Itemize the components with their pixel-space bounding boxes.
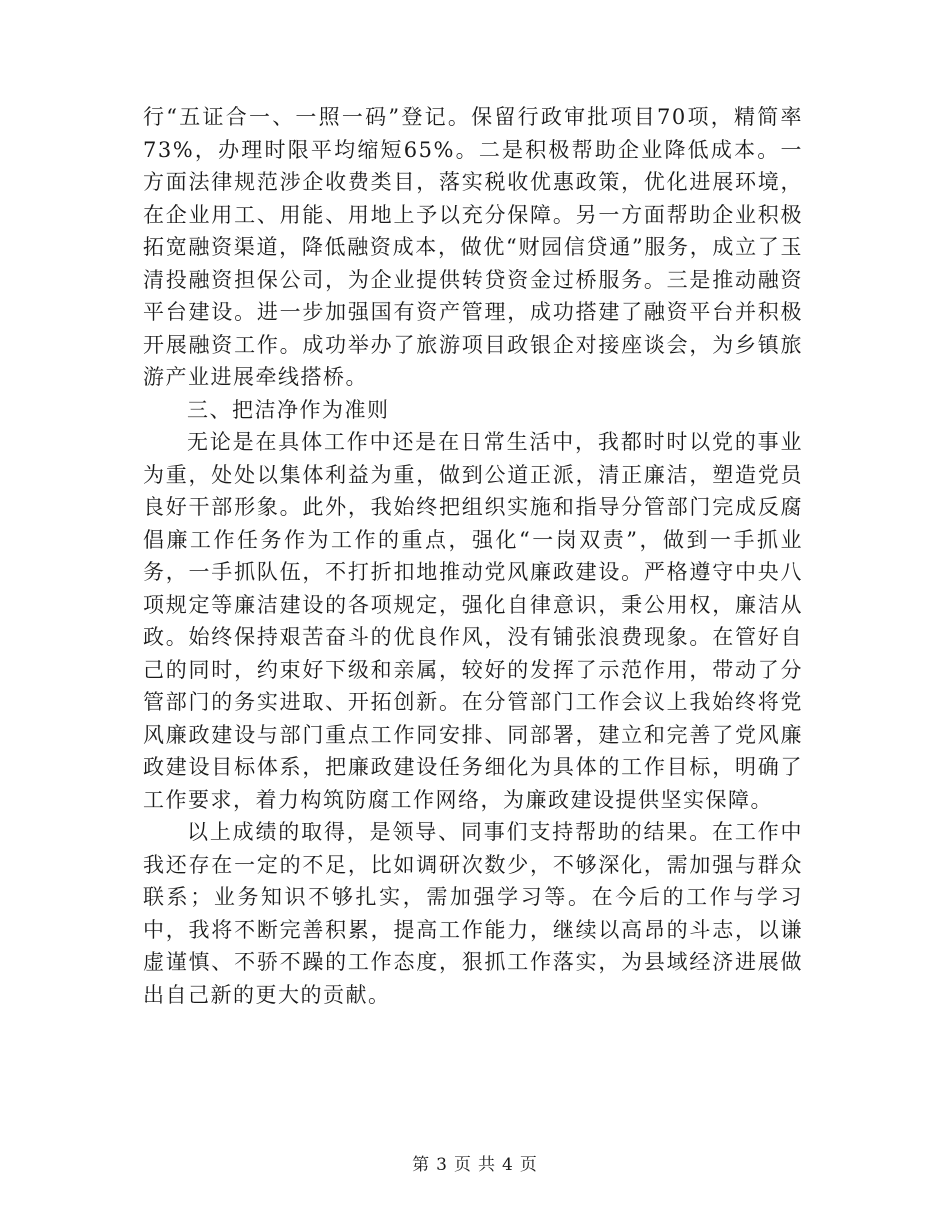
footer-total-word: 共: [478, 1155, 496, 1175]
footer-total-pages: 4: [502, 1155, 514, 1175]
footer-suffix: 页: [519, 1155, 538, 1175]
paragraph-integrity: 无论是在具体工作中还是在日常生活中，我都时时以党的事业为重，处处以集体利益为重，做到公道正派，清正廉洁，塑造党员良好干部形象。此外，我始终把组织实施和指导分管部门完成反腐倡廉工作任务作为工作的重点，强化“一岗双责”，做到一手抓业务，一手抓队伍，不打折扣地推动党风廉政建设。严格遵守中央八项规定等廉洁建设的各项规定，强化自律意识，秉公用权，廉洁从政。始终保持艰苦奋斗的优良作风，没有铺张浪费现象。在管好自己的同时，约束好下级和亲属，较好的发挥了示范作用，带动了分管部门的务实进取、开拓创新。在分管部门工作会议上我始终将党风廉政建设与部门重点工作同安排、同部署，建立和完善了党风廉政建设目标体系，把廉政建设任务细化为具体的工作目标，明确了工作要求，着力构筑防腐工作网络，为廉政建设提供坚实保障。: [143, 430, 803, 812]
document-body: [143, 101, 803, 1011]
footer-current-page: 3: [436, 1155, 448, 1175]
page-footer: [0, 1150, 950, 1175]
footer-page-word: 页: [454, 1155, 472, 1175]
section-heading: 三、把洁净作为准则: [187, 397, 390, 422]
footer-prefix: 第: [412, 1155, 431, 1175]
paragraph-continuation: 行“五证合一、一照一码”登记。保留行政审批项目70项，精简率73%，办理时限平均缩短65%。二是积极帮助企业降低成本。一方面法律规范涉企收费类目，落实税收优惠政策，优化进展环境，在企业用工、用能、用地上予以充分保障。另一方面帮助企业积极拓宽融资渠道，降低融资成本，做优“财园信贷通”服务，成立了玉清投融资担保公司，为企业提供转贷资金过桥服务。三是推动融资平台建设。进一步加强国有资产管理，成功搭建了融资平台并积极开展融资工作。成功举办了旅游项目政银企对接座谈会，为乡镇旅游产业进展牵线搭桥。: [143, 105, 803, 389]
paragraph-conclusion: 以上成绩的取得，是领导、同事们支持帮助的结果。在工作中我还存在一定的不足，比如调研次数少，不够深化，需加强与群众联系；业务知识不够扎实，需加强学习等。在今后的工作与学习中，我将不断完善积累，提高工作能力，继续以高昂的斗志，以谦虚谨慎、不骄不躁的工作态度，狠抓工作落实，为县域经济进展做出自己新的更大的贡献。: [143, 820, 803, 1007]
